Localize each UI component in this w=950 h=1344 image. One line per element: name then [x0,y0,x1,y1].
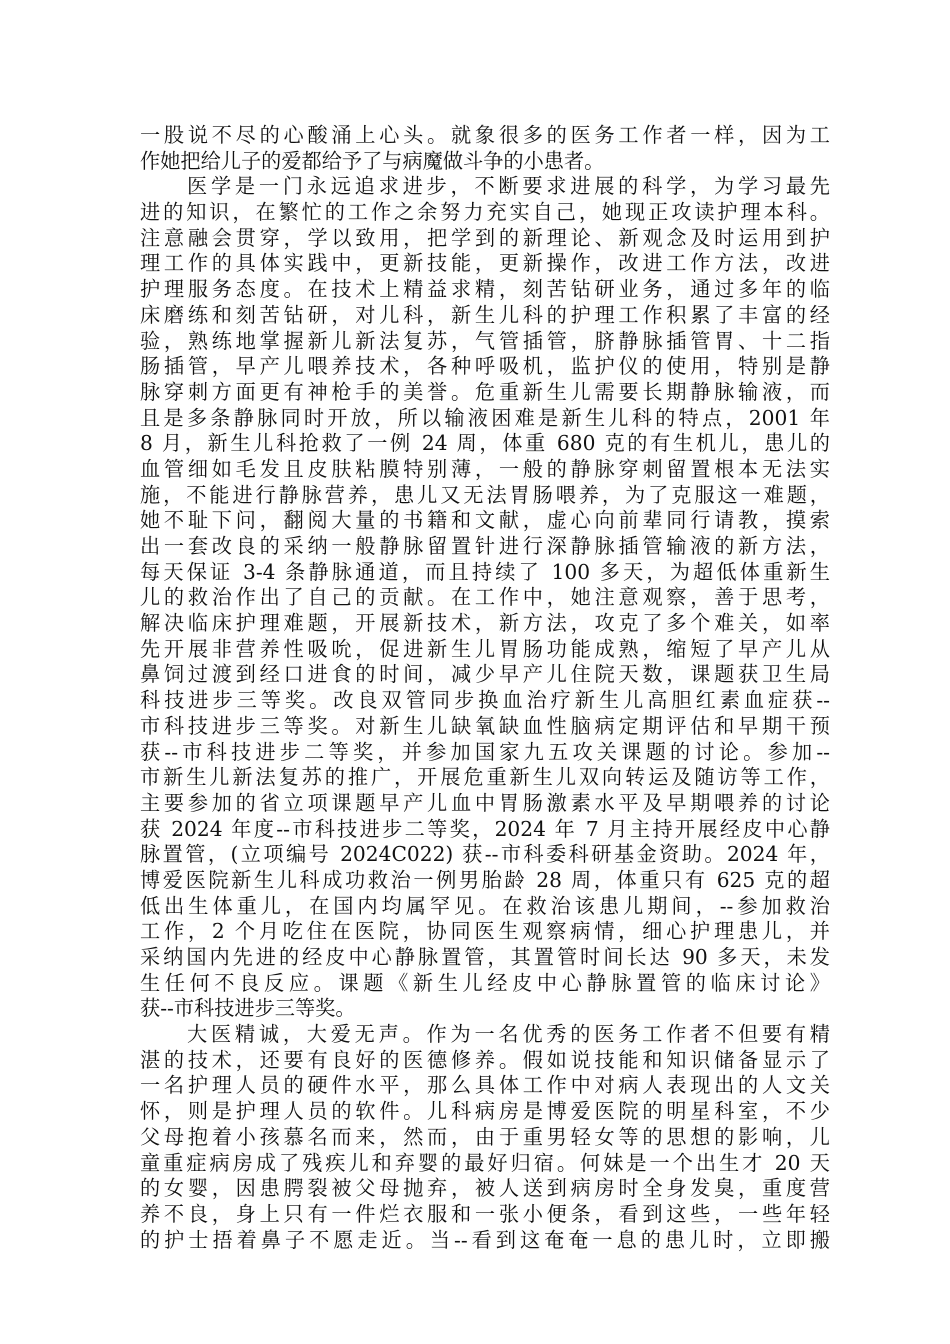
text-line: 进的知识，在繁忙的工作之余努力充实自己，她现正攻读护理本科。 [140,200,830,225]
text-line: 湛的技术，还要有良好的医德修养。假如说技能和知识储备显示了 [140,1047,830,1072]
text-line: 血管细如毛发且皮肤粘膜特别薄，一般的静脉穿刺留置根本无法实 [140,456,830,481]
text-line: 市新生儿新法复苏的推广，开展危重新生儿双向转运及随访等工作， [140,765,830,790]
text-line: 的护士捂着鼻子不愿走近。当--看到这奄奄一息的患儿时，立即搬 [140,1227,830,1252]
text-line: 先开展非营养性吸吮，促进新生儿胃肠功能成熟，缩短了早产儿从 [140,636,830,661]
text-line: 主要参加的省立项课题早产儿血中胃肠激素水平及早期喂养的讨论 [140,790,830,815]
text-line: 儿的救治作出了自己的贡献。在工作中，她注意观察，善于思考， [140,585,830,610]
text-line: 出一套改良的采纳一般静脉留置针进行深静脉插管输液的新方法， [140,534,830,558]
text-line: 护理服务态度。在技术上精益求精，刻苦钻研业务，通过多年的临 [140,277,830,302]
text-line: 博爱医院新生儿科成功救治一例男胎龄 28 周，体重只有 625 克的超 [140,867,830,892]
text-line: 的女婴，因患腭裂被父母抛弃，被人送到病房时全身发臭，重度营 [140,1176,830,1201]
text-line: 市科技进步三等奖。对新生儿缺氧缺血性脑病定期评估和早期干预 [140,713,830,738]
text-line: 脉穿刺方面更有神枪手的美誉。危重新生儿需要长期静脉输液，而 [140,379,830,404]
text-line: 她不耻下问，翻阅大量的书籍和文献，虚心向前辈同行请教，摸索 [140,508,830,533]
text-line: 理工作的具体实践中，更新技能，更新操作，改进工作方法，改进 [140,251,830,276]
text-line: 工作，2 个月吃住在医院，协同医生观察病情，细心护理患儿，并 [140,919,830,944]
text-line: 生任何不良反应。课题《新生儿经皮中心静脉置管的临床讨论》 [140,970,830,995]
text-line: 每天保证 3-4 条静脉通道，而且持续了 100 多天，为超低体重新生 [140,559,830,584]
text-line: 科技进步三等奖。改良双管同步换血治疗新生儿高胆红素血症获-- [140,688,830,713]
paragraph [140,174,830,1022]
text-line: 采纳国内先进的经皮中心静脉置管，其置管时间长达 90 多天，未发 [140,945,830,969]
text-line: 获--市科技进步二等奖，并参加国家九五攻关课题的讨论。参加-- [140,739,830,764]
text-line: 童重症病房成了残疾儿和弃婴的最好归宿。何妹是一个出生才 20 天 [140,1150,830,1175]
text-line: 大医精诚，大爱无声。作为一名优秀的医务工作者不但要有精 [187,1022,830,1047]
text-line: 且是多条静脉同时开放，所以输液困难是新生儿科的特点，2001 年 [140,405,830,430]
text-line: 鼻饲过渡到经口进食的时间，减少早产儿住院天数，课题获卫生局 [140,662,830,687]
text-line: 一股说不尽的心酸涌上心头。就象很多的医务工作者一样，因为工 [140,123,830,147]
text-line: 怀，则是护理人员的软件。儿科病房是博爱医院的明星科室，不少 [140,1099,830,1124]
text-line: 解决临床护理难题，开展新技术，新方法，攻克了多个难关，如率 [140,611,830,636]
text-line: 养不良，身上只有一件烂衣服和一张小便条，看到这些，一些年轻 [140,1201,830,1226]
body-text [140,123,830,1253]
text-line: 父母抱着小孩慕名而来，然而，由于重男轻女等的思想的影响，儿 [140,1124,830,1149]
text-line: 施，不能进行静脉营养，患儿又无法胃肠喂养，为了克服这一难题， [140,482,830,507]
text-line: 医学是一门永远追求进步，不断要求进展的科学，为学习最先 [187,174,830,199]
paragraph [140,1022,830,1253]
text-line: 床磨练和刻苦钻研，对儿科，新生儿科的护理工作积累了丰富的经 [140,302,830,327]
text-line: 一名护理人员的硬件水平，那么具体工作中对病人表现出的人文关 [140,1073,830,1098]
text-line: 低出生体重儿，在国内均属罕见。在救治该患儿期间，--参加救治 [140,893,830,918]
text-line: 肠插管，早产儿喂养技术，各种呼吸机，监护仪的使用，特别是静 [140,354,830,379]
text-line: 作她把给儿子的爱都给予了与病魔做斗争的小患者。 [140,148,605,173]
text-line: 注意融会贯穿，学以致用，把学到的新理论、新观念及时运用到护 [140,225,830,250]
text-line: 获 2024 年度--市科技进步二等奖，2024 年 7 月主持开展经皮中心静 [140,816,830,841]
paragraph [140,123,830,174]
text-line: 验，熟练地掌握新儿新法复苏，气管插管，脐静脉插管胃、十二指 [140,328,830,353]
text-line: 8 月，新生儿科抢救了一例 24 周，体重 680 克的有生机儿，患儿的 [140,431,830,456]
text-line: 脉置管，(立项编号 2024C022) 获--市科委科研基金资助。2024 年， [140,842,830,867]
text-line: 获--市科技进步三等奖。 [140,996,356,1021]
